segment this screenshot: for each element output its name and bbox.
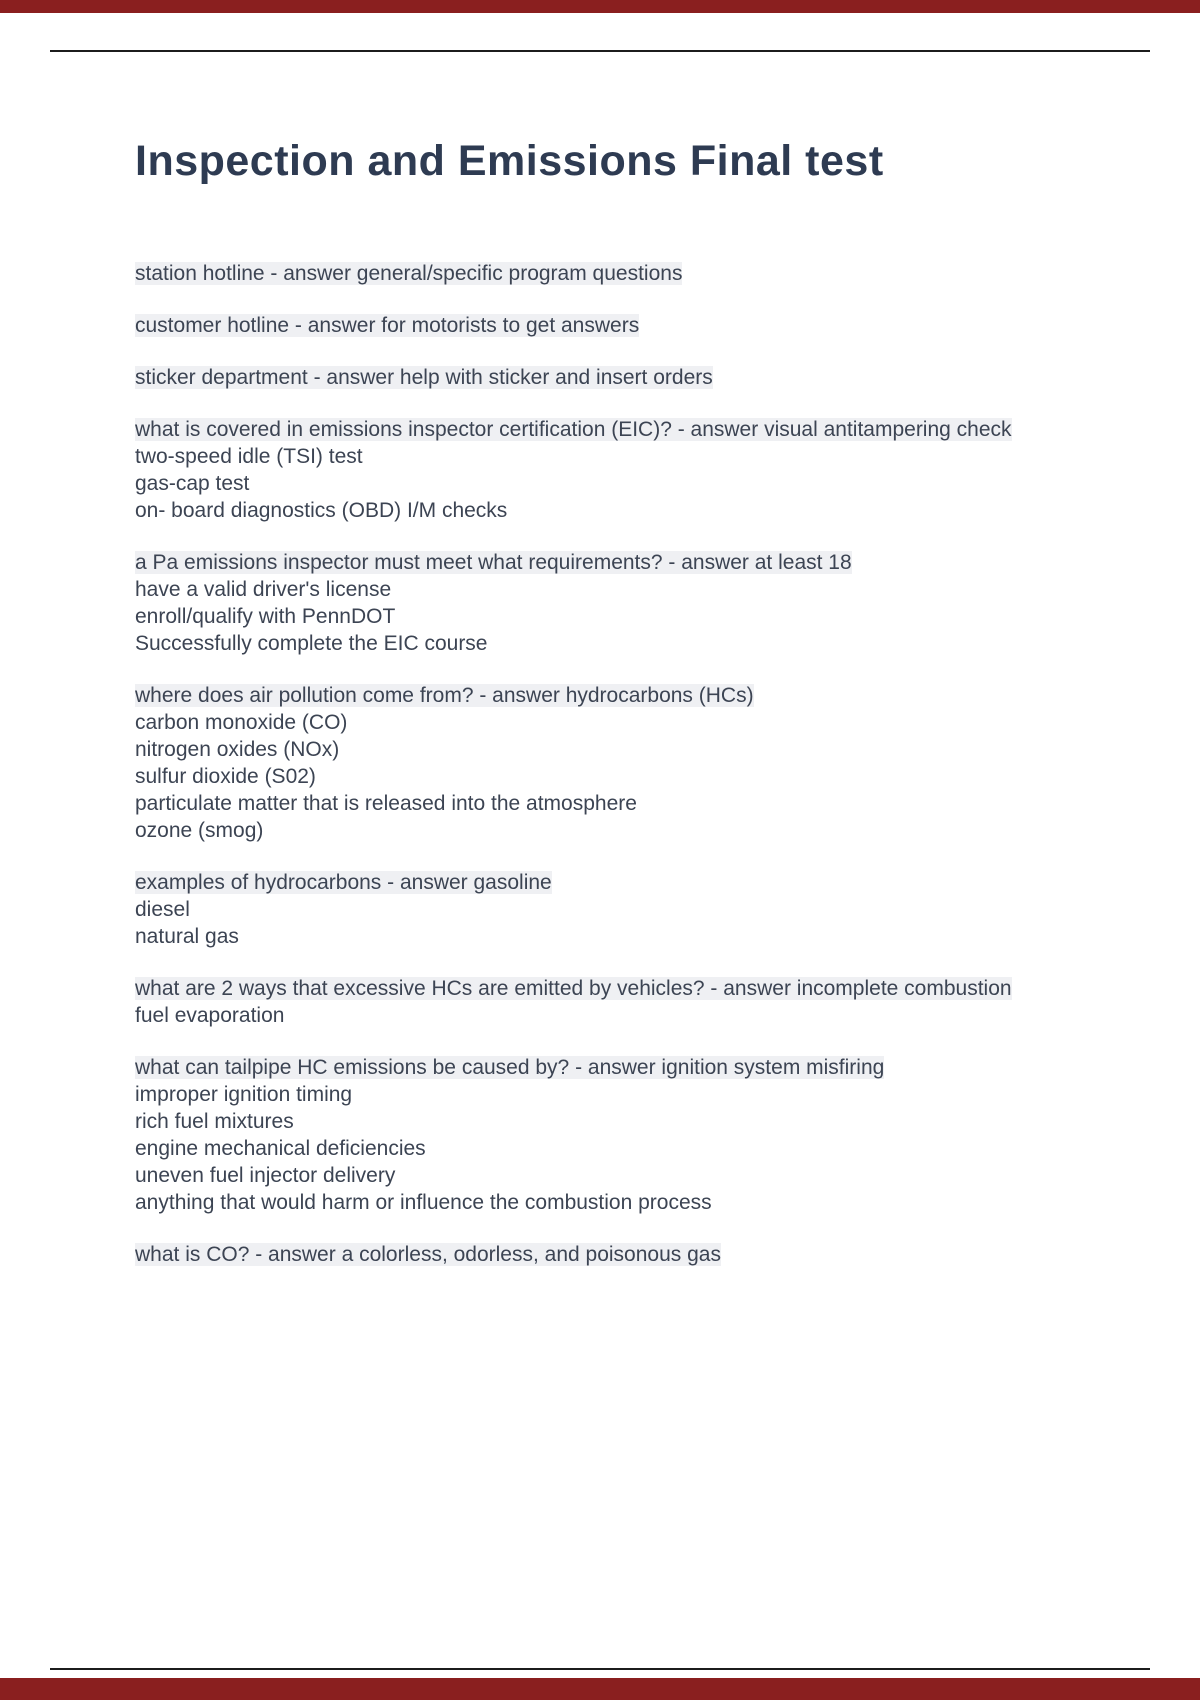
qa-answer-line: particulate matter that is released into the atmosphere: [135, 792, 637, 815]
qa-question-line: a Pa emissions inspector must meet what requirements? - answer at least 18: [135, 551, 852, 574]
qa-answer-line: rich fuel mixtures: [135, 1110, 294, 1133]
qa-block: [135, 260, 1019, 287]
qa-answer-line: sulfur dioxide (S02): [135, 765, 316, 788]
qa-answer-line: improper ignition timing: [135, 1083, 353, 1106]
qa-block: [135, 549, 1019, 657]
qa-answer-line: engine mechanical deficiencies: [135, 1137, 426, 1160]
qa-answer-line: on- board diagnostics (OBD) I/M checks: [135, 499, 508, 522]
qa-question-line: what can tailpipe HC emissions be caused by? - answer ignition system misfiring: [135, 1056, 885, 1079]
qa-block: [135, 364, 1019, 391]
qa-question-line: sticker department - answer help with sticker and insert orders: [135, 366, 713, 389]
page-title: Inspection and Emissions Final test: [135, 137, 884, 185]
qa-answer-line: Successfully complete the EIC course: [135, 632, 488, 655]
qa-question-line: what are 2 ways that excessive HCs are emitted by vehicles? - answer incomplete combustion: [135, 977, 1012, 1000]
qa-question-line: customer hotline - answer for motorists to get answers: [135, 314, 640, 337]
qa-answer-line: gas-cap test: [135, 472, 250, 495]
qa-answer-line: diesel: [135, 898, 190, 921]
qa-block: [135, 975, 1019, 1029]
qa-question-line: where does air pollution come from? - answer hydrocarbons (HCs): [135, 684, 754, 707]
qa-block: [135, 312, 1019, 339]
top-border-bar: [0, 0, 1200, 13]
qa-block: [135, 1241, 1019, 1268]
qa-question-line: what is covered in emissions inspector certification (EIC)? - answer visual antitampering check: [135, 418, 1012, 441]
bottom-rule: [50, 1668, 1150, 1670]
qa-answer-line: two-speed idle (TSI) test: [135, 445, 363, 468]
qa-block: [135, 682, 1019, 844]
qa-question-line: station hotline - answer general/specific program questions: [135, 262, 683, 285]
qa-question-line: what is CO? - answer a colorless, odorless, and poisonous gas: [135, 1243, 721, 1266]
qa-answer-line: anything that would harm or influence the combustion process: [135, 1191, 712, 1214]
qa-question-line: examples of hydrocarbons - answer gasoline: [135, 871, 552, 894]
top-rule: [50, 50, 1150, 52]
qa-answer-line: fuel evaporation: [135, 1004, 285, 1027]
qa-answer-line: have a valid driver's license: [135, 578, 392, 601]
qa-block: [135, 416, 1019, 524]
qa-answer-line: uneven fuel injector delivery: [135, 1164, 396, 1187]
qa-answer-line: natural gas: [135, 925, 239, 948]
qa-answer-line: ozone (smog): [135, 819, 264, 842]
qa-block: [135, 869, 1019, 950]
qa-answer-line: enroll/qualify with PennDOT: [135, 605, 396, 628]
qa-content: [135, 260, 1019, 1293]
bottom-border-bar: [0, 1678, 1200, 1700]
qa-block: [135, 1054, 1019, 1216]
qa-answer-line: nitrogen oxides (NOx): [135, 738, 340, 761]
qa-answer-line: carbon monoxide (CO): [135, 711, 348, 734]
